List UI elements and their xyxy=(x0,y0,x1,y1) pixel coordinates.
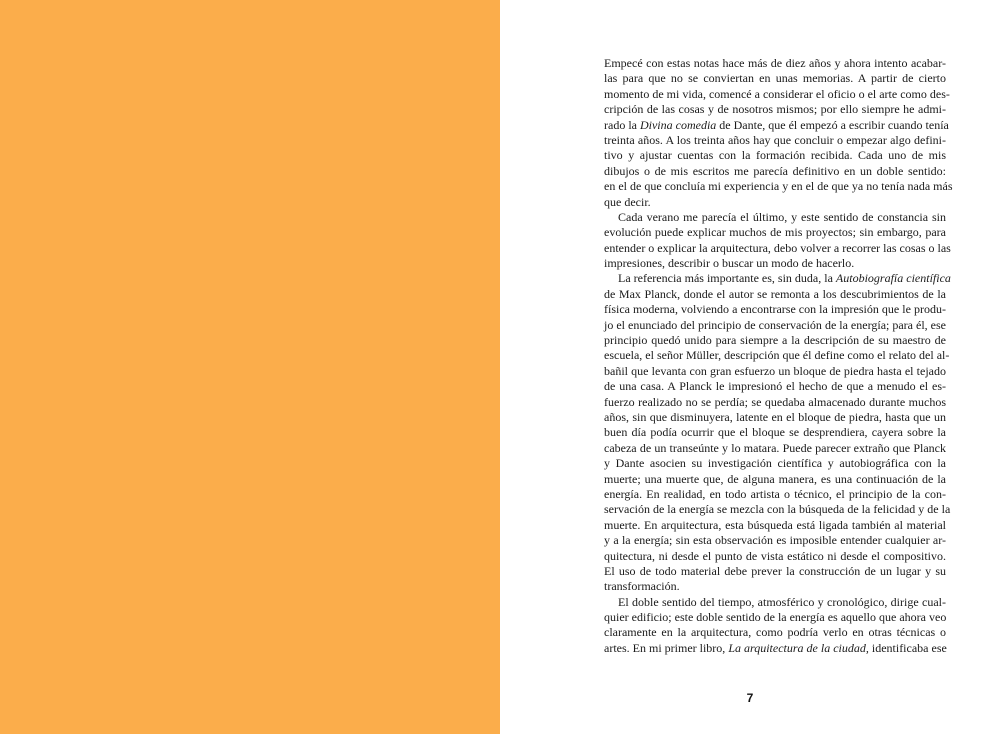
text-segment: transformación. xyxy=(604,579,680,594)
text-segment: treinta años. A los treinta años hay que concluir o empezar algo defini- xyxy=(604,132,946,147)
text-line xyxy=(604,610,946,625)
text-segment: dibujos o de mis escritos me parecía definitivo en un doble sentido: xyxy=(604,163,946,178)
text-segment: jo el enunciado del principio de conservación de la energía; para él, ese xyxy=(604,317,946,332)
text-line xyxy=(604,133,946,148)
text-segment: cripción de las cosas y de nosotros mismos; por ello siempre he admi- xyxy=(604,102,946,117)
text-segment: muerte. En arquitectura, esta búsqueda está ligada también al material xyxy=(604,517,946,532)
text-segment: entender o explicar la arquitectura, debo volver a recorrer las cosas o las xyxy=(604,240,951,255)
italic-title: Divina comedia xyxy=(639,117,717,132)
text-line xyxy=(604,302,946,317)
text-line xyxy=(604,410,946,425)
text-segment: claramente en la arquitectura, como podría verlo en otras técnicas o xyxy=(604,625,946,640)
text-segment: buen día podía ocurrir que el bloque se desprendiera, cayera sobre la xyxy=(604,425,946,440)
text-line xyxy=(604,364,946,379)
text-line xyxy=(604,595,946,610)
text-segment: quier edificio; este doble sentido de la energía es aquello que ahora veo xyxy=(604,610,947,625)
text-segment: años, sin que disminuyera, latente en el bloque de piedra, hasta que un xyxy=(604,409,946,424)
text-line xyxy=(604,56,946,71)
text-line xyxy=(604,518,946,533)
text-line xyxy=(604,549,946,564)
text-segment: artes. En mi primer libro, xyxy=(604,640,729,655)
text-segment: evolución puede explicar muchos de mis proyectos; sin embargo, para xyxy=(604,225,946,240)
text-line xyxy=(604,102,946,117)
text-line xyxy=(604,472,946,487)
text-segment: de Dante, que él empezó a escribir cuando tenía xyxy=(716,117,949,132)
text-line xyxy=(604,210,946,225)
text-segment: tivo y ajustar cuentas con la formación recibida. Cada uno de mis xyxy=(604,148,946,163)
italic-title: Autobiografía científica xyxy=(835,271,951,286)
text-line xyxy=(604,195,946,210)
text-line xyxy=(604,148,946,163)
text-segment: bañil que levanta con gran esfuerzo un bloque de piedra hasta el tejado xyxy=(604,363,946,378)
text-line xyxy=(604,240,951,256)
text-segment: servación de la energía se mezcla con la búsqueda de la felicidad y de la xyxy=(604,502,951,517)
text-segment: energía. En realidad, en todo artista o técnico, el principio de la con- xyxy=(604,486,946,501)
text-line xyxy=(604,502,951,517)
text-segment: en el de que concluía mi experiencia y en el de que ya no tenía nada más xyxy=(604,179,953,194)
text-line xyxy=(604,164,946,179)
text-line xyxy=(604,256,946,271)
text-segment: Empecé con estas notas hace más de diez años y ahora intento acabar- xyxy=(604,56,946,70)
text-segment: impresiones, describir o buscar un modo de hacerlo. xyxy=(604,256,855,271)
italic-title: La arquitectura de la ciudad, xyxy=(728,640,869,655)
text-segment: que decir. xyxy=(604,194,651,209)
text-line xyxy=(604,625,946,640)
text-segment: las para que no se conviertan en unas memorias. A partir de cierto xyxy=(604,71,946,86)
text-segment: y Dante asocien su investigación científica y autobiográfica con la xyxy=(604,456,946,471)
text-segment: identificaba ese xyxy=(868,640,947,655)
text-line xyxy=(604,641,946,656)
text-segment: El uso de todo material debe prever la construcción de un lugar y su xyxy=(604,563,946,578)
text-segment: escuela, el señor Müller, descripción que él define como el relato del al- xyxy=(604,348,950,363)
right-page xyxy=(500,0,1000,734)
text-line xyxy=(604,179,953,194)
body-text xyxy=(604,56,953,656)
text-segment: El doble sentido del tiempo, atmosférico y cronológico, dirige cual- xyxy=(618,594,946,609)
text-line xyxy=(604,564,946,579)
text-line xyxy=(604,579,946,594)
text-segment: de una casa. A Planck le impresionó el hecho de que a menudo el es- xyxy=(604,379,946,394)
text-segment: fuerzo realizado no se perdía; se quedaba almacenado durante muchos xyxy=(604,394,946,409)
text-line xyxy=(604,395,946,410)
text-segment: rado la xyxy=(604,117,640,132)
text-line xyxy=(604,318,946,333)
text-line xyxy=(604,487,946,502)
text-segment: quitectura, ni desde el punto de vista estático ni desde el compositivo. xyxy=(604,548,946,563)
text-line xyxy=(604,425,946,440)
text-segment: y a la energía; sin esta observación es imposible entender cualquier ar- xyxy=(604,533,946,548)
text-segment: de Max Planck, donde el autor se remonta a los descubrimientos de la xyxy=(604,286,946,301)
text-segment: muerte; una muerte que, de alguna manera, es una continuación de la xyxy=(604,471,946,486)
text-segment: Cada verano me parecía el último, y este sentido de constancia sin xyxy=(618,209,946,224)
text-line xyxy=(604,348,950,363)
text-line xyxy=(604,117,949,133)
text-line xyxy=(604,86,950,102)
page-number: 7 xyxy=(746,691,754,705)
text-line xyxy=(604,225,946,240)
text-segment: principio quedó unido para siempre a la descripción de su maestro de xyxy=(604,333,946,348)
text-line xyxy=(604,71,946,86)
text-line xyxy=(604,379,946,394)
text-segment: La referencia más importante es, sin duda, la xyxy=(618,271,836,286)
text-line xyxy=(604,533,946,548)
text-line xyxy=(604,271,951,286)
text-segment: momento de mi vida, comencé a considerar el oficio o el arte como des- xyxy=(604,86,950,101)
text-segment: física moderna, volviendo a encontrarse con la impresión que le produ- xyxy=(604,302,946,317)
text-line xyxy=(604,441,946,456)
text-segment: cabeza de un transeúnte y lo matara. Puede parecer extraño que Planck xyxy=(604,440,946,455)
text-line xyxy=(604,456,946,471)
text-line xyxy=(604,333,946,348)
text-line xyxy=(604,287,946,302)
